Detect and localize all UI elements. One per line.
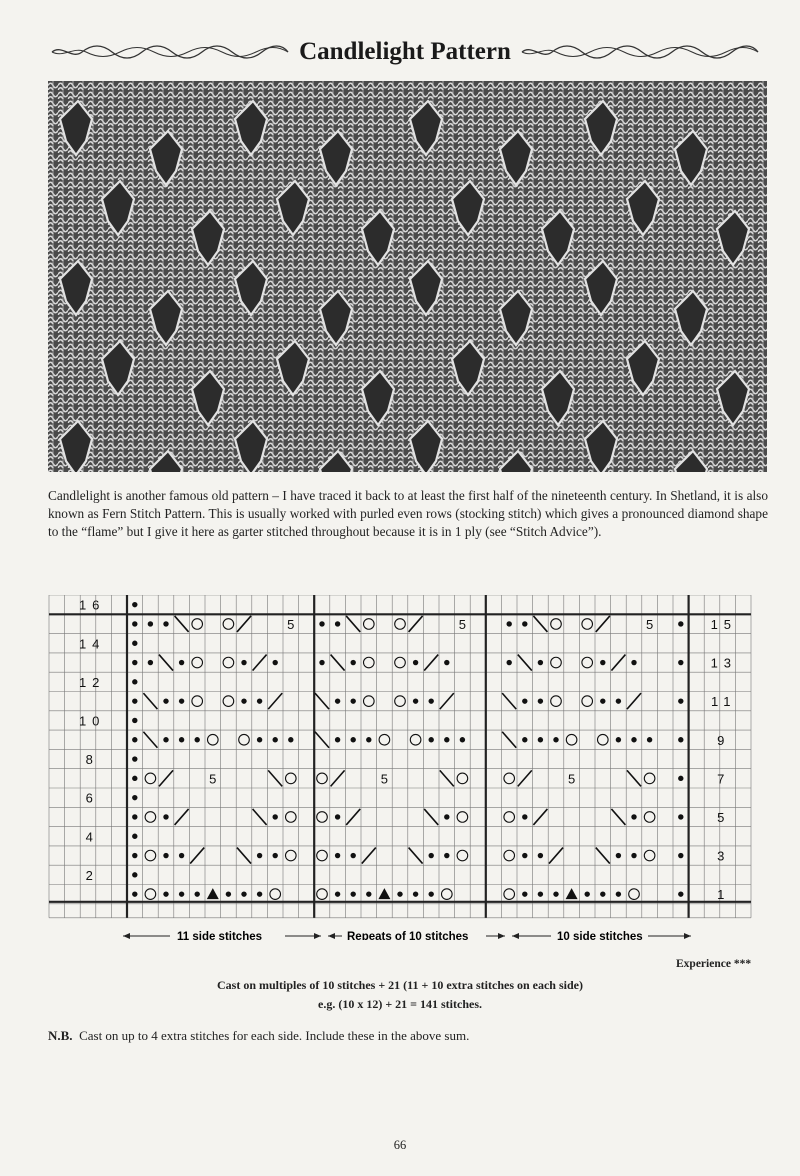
yarn-over-symbol (192, 657, 203, 668)
ssk-symbol (175, 616, 189, 632)
k2tog-symbol (611, 655, 625, 671)
row-number-right: 5 (717, 809, 731, 825)
knit-dot-symbol (616, 698, 621, 703)
knit-dot-symbol (195, 737, 200, 742)
knit-dot-symbol (132, 718, 137, 723)
yarn-over-symbol (192, 696, 203, 707)
knit-dot-symbol (163, 853, 168, 858)
k2tog-symbol (627, 693, 641, 709)
lace-swatch-photo (48, 81, 767, 472)
yarn-over-symbol (644, 773, 655, 784)
k2tog-symbol (346, 809, 360, 825)
knit-dot-symbol (460, 737, 465, 742)
k2tog-symbol (331, 770, 345, 786)
side-left-arrowhead-right (314, 933, 321, 939)
ssk-symbol (268, 770, 282, 786)
knit-dot-symbol (444, 660, 449, 665)
cast-on-line-2: e.g. (10 x 12) + 21 = 141 stitches. (318, 997, 482, 1011)
yarn-over-symbol (379, 734, 390, 745)
yarn-over-symbol (504, 850, 515, 861)
cast-on-instructions (0, 976, 800, 1014)
knit-dot-symbol (351, 891, 356, 896)
knit-dot-symbol (148, 621, 153, 626)
knit-dot-symbol (678, 660, 683, 665)
page-title: Candlelight Pattern (299, 38, 511, 65)
knit-dot-symbol (179, 698, 184, 703)
yarn-over-symbol (457, 773, 468, 784)
knit-dot-symbol (522, 698, 527, 703)
row-number-left: 8 (85, 752, 99, 768)
knit-dot-symbol (132, 602, 137, 607)
k2tog-symbol (362, 848, 376, 864)
double-decrease-symbol (566, 888, 578, 899)
knit-dot-symbol (522, 621, 527, 626)
knit-dot-symbol (429, 891, 434, 896)
knit-dot-symbol (522, 891, 527, 896)
k2tog-symbol (237, 616, 251, 632)
knit-dot-symbol (397, 891, 402, 896)
yarn-over-symbol (457, 850, 468, 861)
knit-dot-symbol (132, 641, 137, 646)
row-number-right: 7 (717, 771, 731, 787)
yarn-over-symbol (644, 812, 655, 823)
knit-dot-symbol (678, 698, 683, 703)
ssk-symbol (502, 693, 516, 709)
knit-dot-symbol (132, 679, 137, 684)
ssk-symbol (533, 616, 547, 632)
knit-dot-symbol (444, 737, 449, 742)
knit-dot-symbol (163, 698, 168, 703)
knit-dot-symbol (678, 891, 683, 896)
yarn-over-symbol (551, 696, 562, 707)
yarn-over-symbol (208, 734, 219, 745)
yarn-over-symbol (582, 657, 593, 668)
stitch-count-label: 5 (287, 616, 295, 632)
side-left-label: 11 side stitches (177, 931, 263, 940)
knitting-chart (45, 595, 767, 940)
knit-dot-symbol (273, 737, 278, 742)
knit-dot-symbol (195, 891, 200, 896)
yarn-over-symbol (145, 773, 156, 784)
knit-dot-symbol (616, 891, 621, 896)
experience-label: Experience (676, 958, 731, 970)
k2tog-symbol (268, 693, 282, 709)
knit-dot-symbol (522, 814, 527, 819)
ssk-symbol (627, 770, 641, 786)
k2tog-symbol (596, 616, 610, 632)
knit-dot-symbol (678, 621, 683, 626)
yarn-over-symbol (223, 696, 234, 707)
ssk-symbol (611, 809, 625, 825)
stitch-count-label: 5 (567, 771, 576, 787)
knit-dot-symbol (241, 698, 246, 703)
knit-dot-symbol (273, 660, 278, 665)
knit-dot-symbol (335, 891, 340, 896)
knit-dot-symbol (179, 853, 184, 858)
knit-dot-symbol (538, 737, 543, 742)
row-number-right: 11 (711, 694, 737, 710)
yarn-over-symbol (286, 812, 297, 823)
ssk-symbol (424, 809, 438, 825)
knit-dot-symbol (351, 737, 356, 742)
knit-dot-symbol (444, 853, 449, 858)
knit-dot-symbol (179, 660, 184, 665)
knit-dot-symbol (163, 891, 168, 896)
k2tog-symbol (518, 770, 532, 786)
yarn-over-symbol (223, 619, 234, 630)
knit-dot-symbol (132, 834, 137, 839)
yarn-over-symbol (395, 657, 406, 668)
ssk-symbol (159, 655, 173, 671)
knit-dot-symbol (413, 891, 418, 896)
knit-dot-symbol (366, 891, 371, 896)
knit-dot-symbol (553, 891, 558, 896)
knit-dot-symbol (600, 698, 605, 703)
page-number: 66 (393, 1138, 407, 1152)
knit-dot-symbol (413, 698, 418, 703)
yarn-over-symbol (551, 619, 562, 630)
knit-dot-symbol (257, 737, 262, 742)
knit-dot-symbol (319, 660, 324, 665)
yarn-over-symbol (504, 812, 515, 823)
knit-dot-symbol (132, 698, 137, 703)
knit-dot-symbol (429, 853, 434, 858)
knit-dot-symbol (616, 737, 621, 742)
knit-dot-symbol (335, 698, 340, 703)
knit-dot-symbol (132, 814, 137, 819)
yarn-over-symbol (551, 657, 562, 668)
knit-dot-symbol (273, 814, 278, 819)
yarn-over-symbol (317, 889, 328, 900)
repeat-arrowhead-right (498, 933, 505, 939)
knit-dot-symbol (600, 891, 605, 896)
knit-dot-symbol (241, 891, 246, 896)
yarn-over-symbol (442, 889, 453, 900)
knit-dot-symbol (366, 737, 371, 742)
yarn-over-symbol (504, 889, 515, 900)
knit-dot-symbol (522, 853, 527, 858)
k2tog-symbol (409, 616, 423, 632)
row-number-left: 12 (78, 674, 106, 690)
row-number-left: 14 (78, 636, 106, 652)
stitch-count-label: 5 (209, 771, 217, 787)
knit-dot-symbol (538, 698, 543, 703)
knit-dot-symbol (351, 698, 356, 703)
stitch-count-label: 5 (645, 616, 654, 632)
ssk-symbol (253, 809, 267, 825)
knit-dot-symbol (179, 737, 184, 742)
yarn-over-symbol (504, 773, 515, 784)
yarn-over-symbol (317, 850, 328, 861)
yarn-over-symbol (566, 734, 577, 745)
knit-dot-symbol (678, 776, 683, 781)
yarn-over-symbol (286, 773, 297, 784)
knit-dot-symbol (226, 891, 231, 896)
row-number-left: 4 (85, 829, 99, 845)
knit-dot-symbol (335, 853, 340, 858)
ssk-symbol (518, 655, 532, 671)
knit-dot-symbol (600, 660, 605, 665)
knit-dot-symbol (132, 621, 137, 626)
knit-dot-symbol (163, 621, 168, 626)
ssk-symbol (346, 616, 360, 632)
knit-dot-symbol (429, 698, 434, 703)
yarn-over-symbol (317, 773, 328, 784)
yarn-over-symbol (364, 619, 375, 630)
row-number-right: 1 (717, 887, 731, 903)
knit-dot-symbol (538, 891, 543, 896)
knit-dot-symbol (319, 621, 324, 626)
knit-dot-symbol (273, 853, 278, 858)
k2tog-symbol (424, 655, 438, 671)
yarn-over-symbol (223, 657, 234, 668)
knit-dot-symbol (538, 660, 543, 665)
experience-rating (676, 958, 751, 970)
knit-dot-symbol (132, 853, 137, 858)
yarn-over-symbol (644, 850, 655, 861)
yarn-over-symbol (395, 619, 406, 630)
yarn-over-symbol (192, 619, 203, 630)
k2tog-symbol (159, 770, 173, 786)
yarn-over-symbol (317, 812, 328, 823)
yarn-over-symbol (582, 619, 593, 630)
experience-stars: *** (733, 958, 752, 970)
double-decrease-symbol (378, 888, 390, 899)
knit-dot-symbol (444, 814, 449, 819)
knit-dot-symbol (553, 737, 558, 742)
k2tog-symbol (440, 693, 454, 709)
yarn-over-symbol (629, 889, 640, 900)
row-number-right: 13 (710, 655, 738, 671)
knit-dot-symbol (647, 737, 652, 742)
knit-dot-symbol (678, 814, 683, 819)
yarn-over-symbol (364, 657, 375, 668)
k2tog-symbol (533, 809, 547, 825)
k2tog-symbol (253, 655, 267, 671)
knit-dot-symbol (257, 891, 262, 896)
side-right-label: 10 side stitches (557, 931, 643, 940)
k2tog-symbol (175, 809, 189, 825)
knit-dot-symbol (132, 872, 137, 877)
knit-dot-symbol (132, 737, 137, 742)
ssk-symbol (237, 848, 251, 864)
knit-dot-symbol (631, 660, 636, 665)
intro-paragraph: Candlelight is another famous old pattern – I have traced it back to at least the first half of the nineteenth century. In Shetland, it is also known as Fern Stitch Pattern. This is usually worked with purled even rows (stocking stitch) which gives a pronounced diamond shape to the “flame” but I give it here as garter stitched throughout because it is in 1 ply (see “Stitch Advice”). (48, 488, 768, 539)
knit-dot-symbol (429, 737, 434, 742)
knit-dot-symbol (132, 891, 137, 896)
ssk-symbol (143, 732, 157, 748)
knit-dot-symbol (179, 891, 184, 896)
yarn-over-symbol (395, 696, 406, 707)
knit-dot-symbol (522, 737, 527, 742)
knit-dot-symbol (538, 853, 543, 858)
yarn-over-symbol (582, 696, 593, 707)
side-left-arrowhead-left (123, 933, 130, 939)
knit-dot-symbol (335, 737, 340, 742)
knit-dot-symbol (351, 853, 356, 858)
yarn-over-symbol (598, 734, 609, 745)
k2tog-symbol (549, 848, 563, 864)
stitch-count-label: 5 (380, 771, 389, 787)
knit-dot-symbol (163, 814, 168, 819)
k2tog-symbol (190, 848, 204, 864)
ssk-symbol (596, 848, 610, 864)
row-number-right: 9 (717, 732, 731, 748)
note-label: N.B. (48, 1028, 73, 1043)
knit-dot-symbol (616, 853, 621, 858)
yarn-over-symbol (457, 812, 468, 823)
row-number-left: 6 (85, 790, 99, 806)
ssk-symbol (502, 732, 516, 748)
ssk-symbol (409, 848, 423, 864)
knit-dot-symbol (585, 891, 590, 896)
knit-dot-symbol (288, 737, 293, 742)
repeat-label: Repeats of 10 stitches (347, 931, 469, 940)
knit-dot-symbol (132, 795, 137, 800)
knit-dot-symbol (413, 660, 418, 665)
yarn-over-symbol (145, 850, 156, 861)
yarn-over-symbol (364, 696, 375, 707)
side-right-arrowhead-right (684, 933, 691, 939)
yarn-over-symbol (145, 889, 156, 900)
knit-dot-symbol (507, 660, 512, 665)
ssk-symbol (315, 693, 329, 709)
cast-on-line-1: Cast on multiples of 10 stitches + 21 (11 + 10 extra stitches on each side) (217, 978, 583, 992)
row-number-left: 10 (78, 713, 106, 729)
knit-dot-symbol (257, 853, 262, 858)
ssk-symbol (331, 655, 345, 671)
knit-dot-symbol (351, 660, 356, 665)
ssk-symbol (143, 693, 157, 709)
knit-dot-symbol (241, 660, 246, 665)
knit-dot-symbol (335, 814, 340, 819)
ssk-symbol (440, 770, 454, 786)
row-number-right: 15 (710, 616, 738, 632)
knit-dot-symbol (335, 621, 340, 626)
knit-dot-symbol (163, 737, 168, 742)
row-number-right: 3 (717, 848, 731, 864)
yarn-over-symbol (239, 734, 250, 745)
stitch-count-label: 5 (458, 616, 467, 632)
note-text: Cast on up to 4 extra stitches for each side. Include these in the above sum. (79, 1028, 470, 1043)
ssk-symbol (315, 732, 329, 748)
row-number-left: 2 (85, 867, 99, 883)
knit-dot-symbol (148, 660, 153, 665)
knit-dot-symbol (507, 621, 512, 626)
yarn-over-symbol (286, 850, 297, 861)
knit-dot-symbol (631, 853, 636, 858)
knit-dot-symbol (631, 814, 636, 819)
knit-dot-symbol (132, 776, 137, 781)
note (48, 1028, 469, 1044)
yarn-over-symbol (410, 734, 421, 745)
yarn-over-symbol (145, 812, 156, 823)
right-flourish-ornament (520, 40, 760, 64)
knit-dot-symbol (132, 660, 137, 665)
knit-dot-symbol (678, 737, 683, 742)
yarn-over-symbol (270, 889, 281, 900)
row-number-left: 16 (78, 597, 106, 613)
double-decrease-symbol (207, 888, 219, 899)
knit-dot-symbol (257, 698, 262, 703)
knit-dot-symbol (631, 737, 636, 742)
page-header (50, 34, 760, 70)
knit-dot-symbol (678, 853, 683, 858)
knit-dot-symbol (132, 756, 137, 761)
